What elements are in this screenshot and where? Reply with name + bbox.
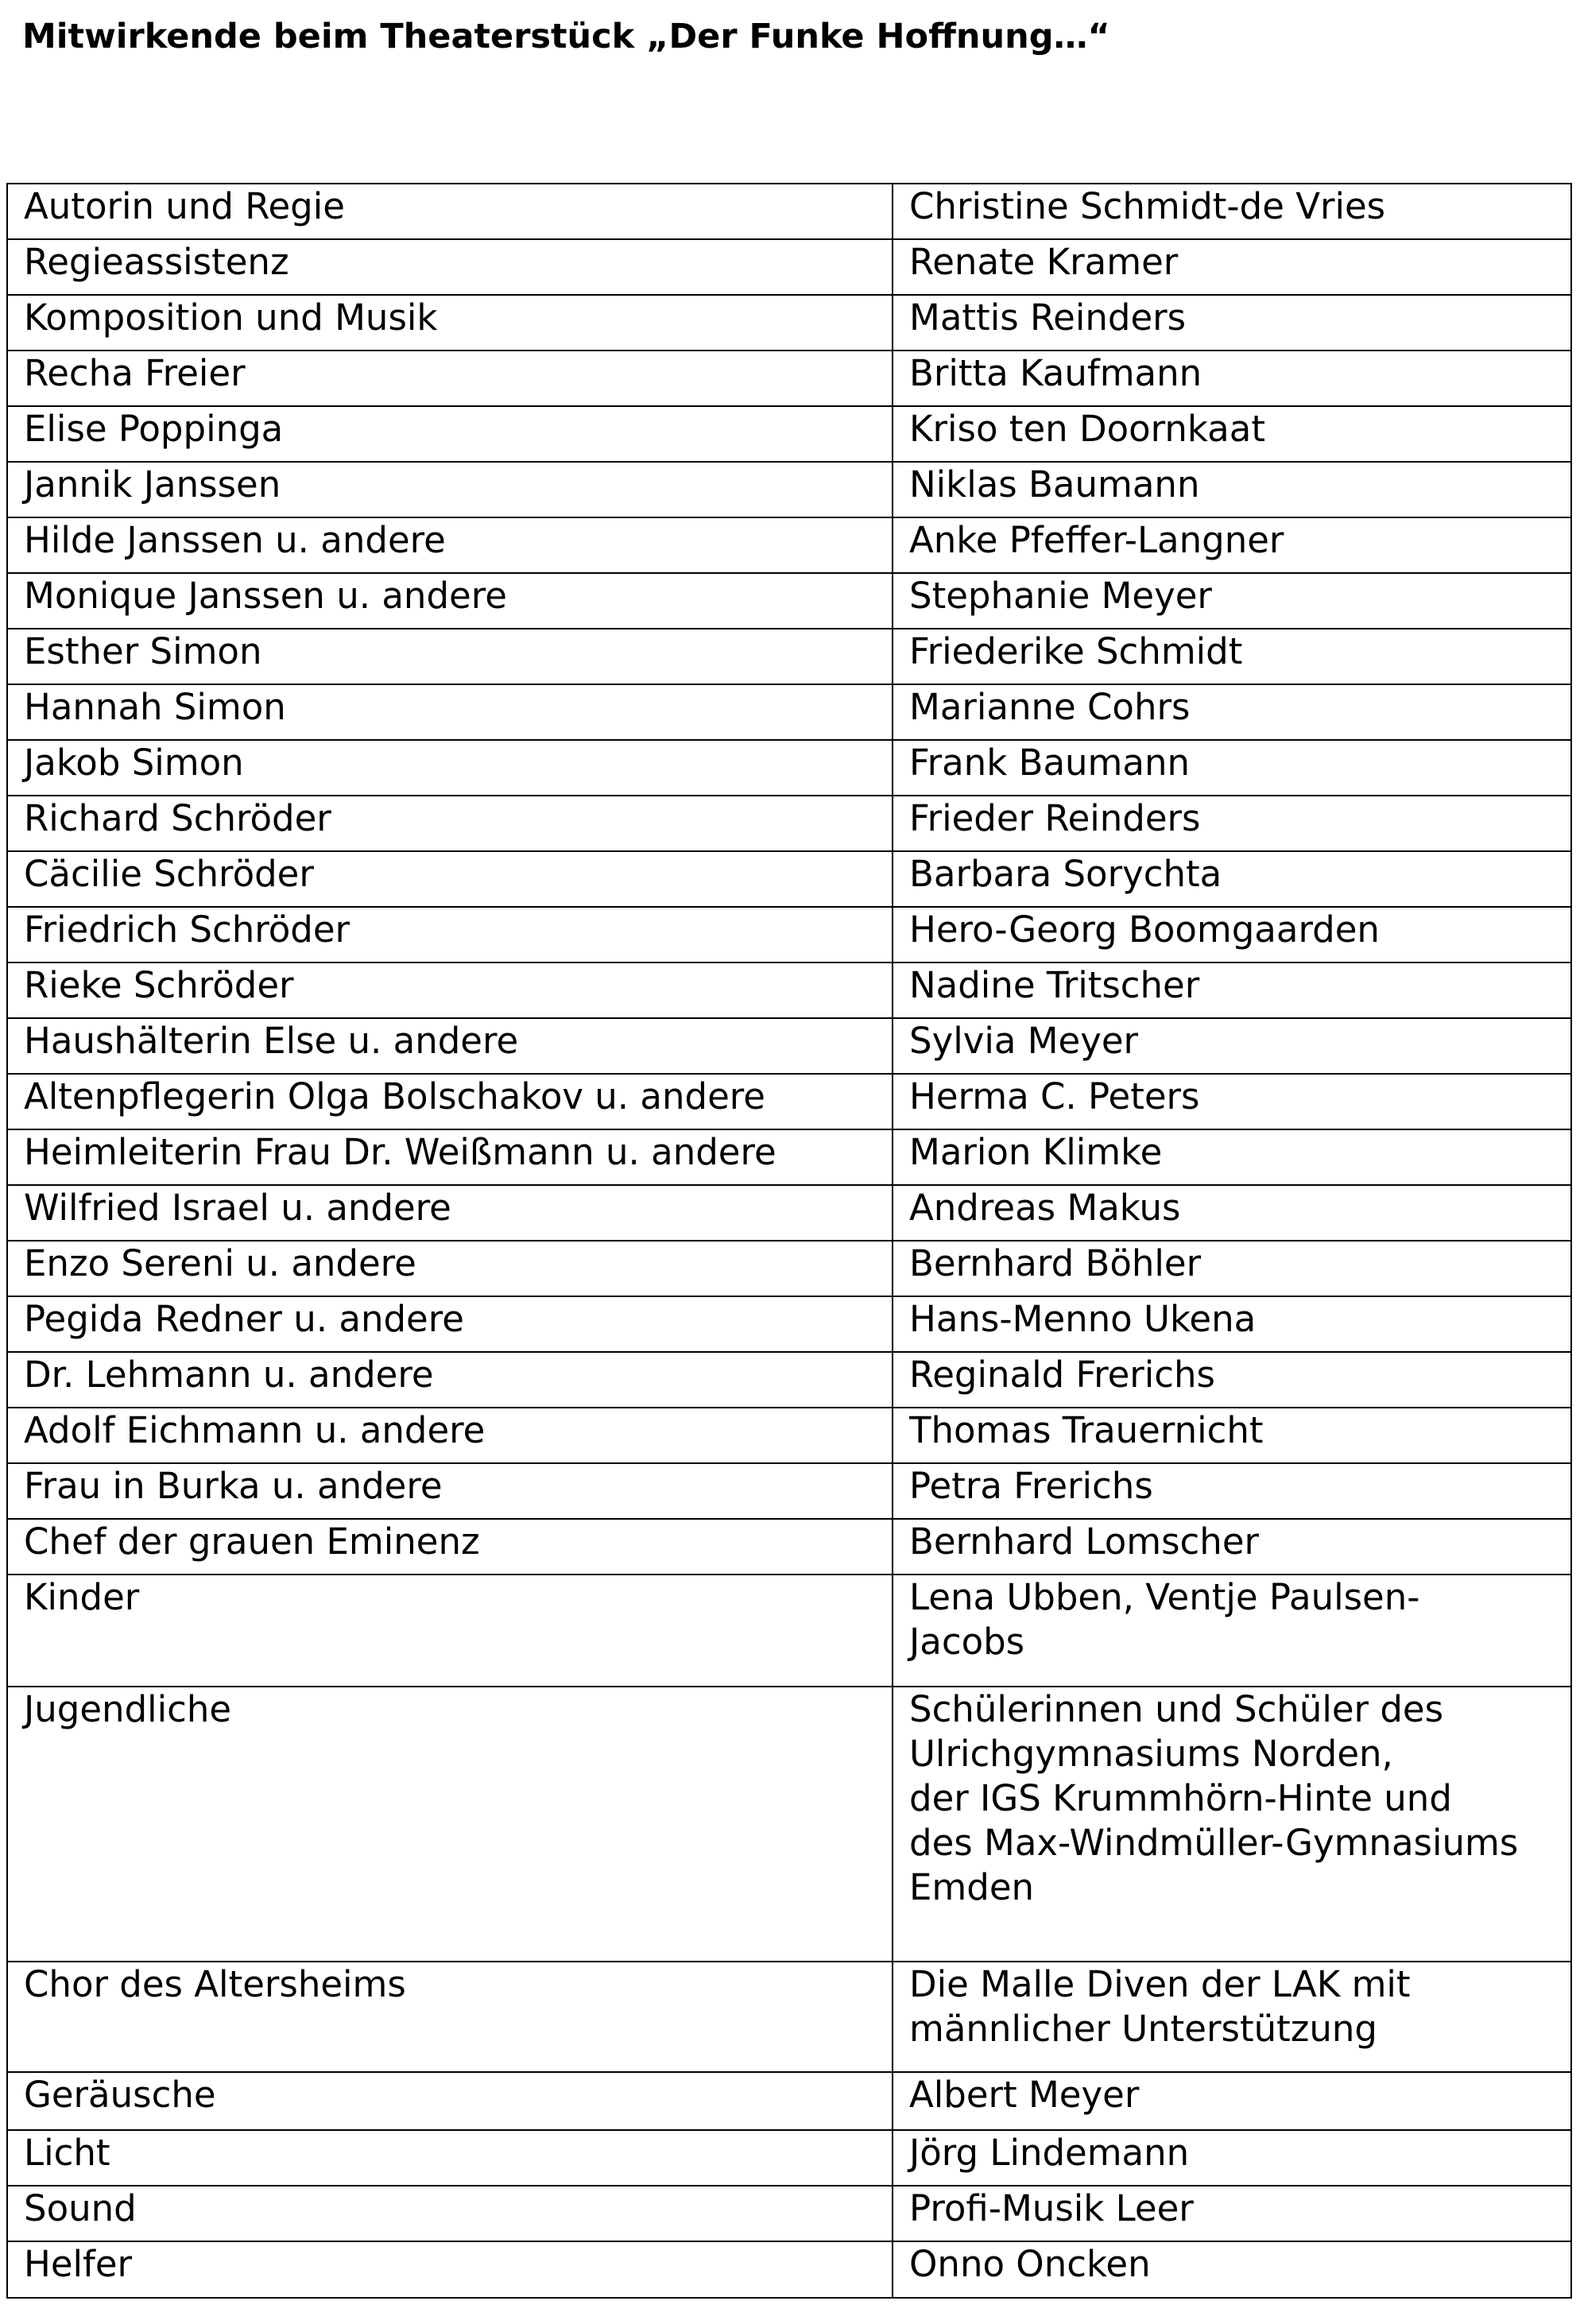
role-cell: Haushälterin Else u. andere [7,1018,893,1074]
cast-table [6,183,1572,2299]
actor-cell: Frank Baumann [893,740,1571,796]
actor-cell: Kriso ten Doornkaat [893,406,1571,462]
actor-cell: Die Malle Diven der LAK mit männlicher Unterstützung [893,1962,1571,2072]
role-cell: Cäcilie Schröder [7,851,893,907]
table-row [7,1408,1571,1463]
table-row [7,1074,1571,1129]
actor-cell: Andreas Makus [893,1185,1571,1241]
actor-cell: Bernhard Lomscher [893,1519,1571,1575]
table-row [7,1018,1571,1074]
role-cell: Hilde Janssen u. andere [7,517,893,573]
actor-cell: Marion Klimke [893,1129,1571,1185]
role-cell: Richard Schröder [7,796,893,851]
table-row [7,1962,1571,2072]
actor-cell: Stephanie Meyer [893,573,1571,629]
role-cell: Kinder [7,1575,893,1687]
actor-cell: Friederike Schmidt [893,629,1571,684]
table-row [7,406,1571,462]
table-row [7,1296,1571,1352]
role-cell: Wilfried Israel u. andere [7,1185,893,1241]
table-row [7,907,1571,963]
cast-table-body [7,184,1571,2298]
role-cell: Helfer [7,2241,893,2298]
actor-cell: Britta Kaufmann [893,351,1571,406]
actor-cell: Sylvia Meyer [893,1018,1571,1074]
role-cell: Hannah Simon [7,684,893,740]
table-row [7,2241,1571,2298]
role-cell: Chef der grauen Eminenz [7,1519,893,1575]
role-cell: Altenpflegerin Olga Bolschakov u. andere [7,1074,893,1129]
table-row [7,1463,1571,1519]
table-row [7,1519,1571,1575]
actor-cell: Renate Kramer [893,239,1571,295]
actor-cell: Thomas Trauernicht [893,1408,1571,1463]
table-row [7,1575,1571,1687]
actor-cell: Niklas Baumann [893,462,1571,517]
table-row [7,2130,1571,2186]
table-row [7,1687,1571,1962]
role-cell: Frau in Burka u. andere [7,1463,893,1519]
role-cell: Elise Poppinga [7,406,893,462]
table-row [7,2186,1571,2241]
actor-cell: Christine Schmidt-de Vries [893,184,1571,239]
actor-cell: Bernhard Böhler [893,1241,1571,1296]
table-row [7,184,1571,239]
role-cell: Dr. Lehmann u. andere [7,1352,893,1408]
table-row [7,462,1571,517]
role-cell: Enzo Sereni u. andere [7,1241,893,1296]
table-row [7,517,1571,573]
actor-cell: Hans-Menno Ukena [893,1296,1571,1352]
actor-cell: Nadine Tritscher [893,963,1571,1018]
table-row [7,851,1571,907]
page-title: Mitwirkende beim Theaterstück „Der Funke Hoffnung…“ [22,17,1110,56]
role-cell: Adolf Eichmann u. andere [7,1408,893,1463]
table-row [7,963,1571,1018]
actor-cell: Mattis Reinders [893,295,1571,351]
role-cell: Komposition und Musik [7,295,893,351]
role-cell: Pegida Redner u. andere [7,1296,893,1352]
actor-cell: Marianne Cohrs [893,684,1571,740]
role-cell: Jakob Simon [7,740,893,796]
role-cell: Rieke Schröder [7,963,893,1018]
actor-cell: Reginald Frerichs [893,1352,1571,1408]
actor-cell: Anke Pfeffer-Langner [893,517,1571,573]
table-row [7,1352,1571,1408]
role-cell: Licht [7,2130,893,2186]
actor-cell: Herma C. Peters [893,1074,1571,1129]
actor-cell: Albert Meyer [893,2072,1571,2130]
table-row [7,1241,1571,1296]
table-row [7,796,1571,851]
table-row [7,239,1571,295]
role-cell: Jannik Janssen [7,462,893,517]
actor-cell: Schülerinnen und Schüler des Ulrichgymnasiums Norden, der IGS Krummhörn-Hinte und des Max-Windmüller-Gymnasiums Emden [893,1687,1571,1962]
actor-cell: Jörg Lindemann [893,2130,1571,2186]
role-cell: Autorin und Regie [7,184,893,239]
table-row [7,1129,1571,1185]
role-cell: Heimleiterin Frau Dr. Weißmann u. andere [7,1129,893,1185]
role-cell: Friedrich Schröder [7,907,893,963]
role-cell: Jugendliche [7,1687,893,1962]
table-row [7,740,1571,796]
role-cell: Esther Simon [7,629,893,684]
table-row [7,1185,1571,1241]
table-row [7,295,1571,351]
actor-cell: Onno Oncken [893,2241,1571,2298]
role-cell: Sound [7,2186,893,2241]
role-cell: Monique Janssen u. andere [7,573,893,629]
table-row [7,351,1571,406]
table-row [7,2072,1571,2130]
table-row [7,684,1571,740]
table-row [7,629,1571,684]
actor-cell: Hero-Georg Boomgaarden [893,907,1571,963]
role-cell: Chor des Altersheims [7,1962,893,2072]
actor-cell: Petra Frerichs [893,1463,1571,1519]
actor-cell: Barbara Sorychta [893,851,1571,907]
actor-cell: Profi-Musik Leer [893,2186,1571,2241]
role-cell: Regieassistenz [7,239,893,295]
table-row [7,573,1571,629]
role-cell: Geräusche [7,2072,893,2130]
actor-cell: Lena Ubben, Ventje Paulsen- Jacobs [893,1575,1571,1687]
actor-cell: Frieder Reinders [893,796,1571,851]
role-cell: Recha Freier [7,351,893,406]
